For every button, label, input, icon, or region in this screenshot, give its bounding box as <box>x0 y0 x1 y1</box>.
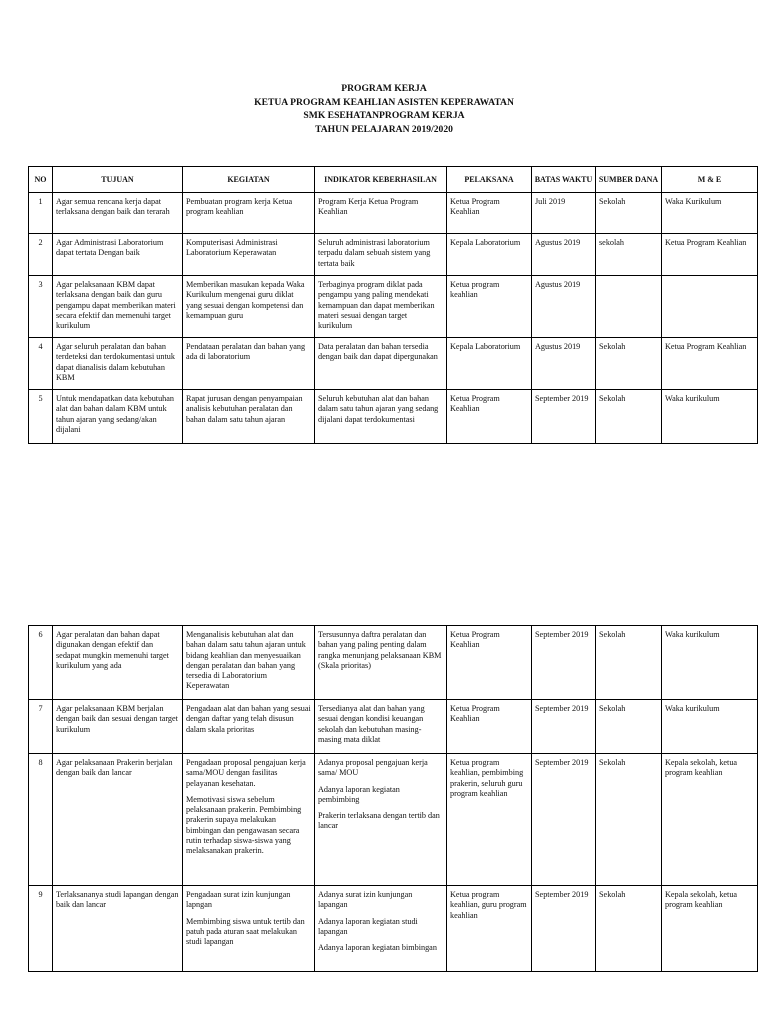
cell-me <box>662 276 758 338</box>
cell-batas-waktu: Agustus 2019 <box>532 276 596 338</box>
cell-kegiatan-paragraph: Komputerisasi Administrasi Laboratorium Keperawatan <box>186 238 278 258</box>
cell-kegiatan <box>183 754 315 886</box>
cell-indikator-paragraph: Adanya proposal pengajuan kerja sama/ MOU <box>318 758 428 778</box>
cell-batas-waktu: September 2019 <box>532 626 596 700</box>
cell-pelaksana: Kepala Laboratorium <box>447 338 532 390</box>
cell-batas-waktu: September 2019 <box>532 390 596 444</box>
table-row <box>29 276 758 338</box>
cell-pelaksana: Ketua Program Keahlian <box>447 700 532 754</box>
table-row <box>29 390 758 444</box>
cell-kegiatan <box>183 626 315 700</box>
cell-tujuan: Untuk mendapatkan data kebutuhan alat dan bahan dalam KBM untuk tahun ajaran yang sedang/akan dijalani <box>53 390 183 444</box>
cell-sumber-dana: Sekolah <box>596 754 662 886</box>
cell-indikator-paragraph: Terbaginya program diklat pada pengampu yang paling mendekati kemampuan dan dapat memberikan materi sesuai dengan target kurikulum <box>318 280 435 331</box>
cell-indikator-paragraph: Adanya laporan kegiatan studi lapangan <box>318 916 418 936</box>
cell-indikator-paragraph: Adanya laporan kegiatan pembimbing <box>318 784 400 804</box>
cell-sumber-dana: Sekolah <box>596 700 662 754</box>
cell-batas-waktu: Agustus 2019 <box>532 234 596 276</box>
cell-no: 5 <box>29 390 53 444</box>
cell-indikator-paragraph: Tersusunnya daftra peralatan dan bahan yang paling penting dalam rangka menunjang pelaksanaan KBM (Skala prioritas) <box>318 630 442 670</box>
cell-indikator-paragraph: Data peralatan dan bahan tersedia dengan baik dan dapat dipergunakan <box>318 342 438 362</box>
cell-pelaksana: Kepala Laboratorium <box>447 234 532 276</box>
table-row <box>29 626 758 700</box>
cell-kegiatan-paragraph: Pengadaan alat dan bahan yang sesuai dengan daftar yang telah disusun dalam skala prioritas <box>186 704 311 734</box>
col-header-tujuan: TUJUAN <box>53 167 183 193</box>
table-row <box>29 754 758 886</box>
cell-kegiatan-paragraph: Memberikan masukan kepada Waka Kurikulum mengenai guru diklat yang sesuai dengan kompetensi dan kemampuan guru <box>186 280 305 320</box>
cell-tujuan: Agar seluruh peralatan dan bahan terdeteksi dan terdokumentasi untuk dapat dianalisis dalam kebutuhan KBM <box>53 338 183 390</box>
cell-me: Waka Kurikulum <box>662 193 758 234</box>
cell-batas-waktu: Agustus 2019 <box>532 338 596 390</box>
cell-sumber-dana: Sekolah <box>596 390 662 444</box>
title-line-2: KETUA PROGRAM KEAHLIAN ASISTEN KEPERAWATAN <box>254 96 514 108</box>
cell-kegiatan-paragraph: Pendataan peralatan dan bahan yang ada di laboratorium <box>186 342 306 362</box>
cell-pelaksana: Ketua program keahlian, pembimbing prakerin, seluruh guru program keahlian <box>447 754 532 886</box>
cell-tujuan: Agar pelaksanaan KBM dapat terlaksana dengan baik dan guru pengampu dapat memberikan materi secara efektif dan memenuhi target kurikulum <box>53 276 183 338</box>
cell-indikator-paragraph: Adanya surat izin kunjungan lapangan <box>318 890 413 910</box>
cell-kegiatan <box>183 338 315 390</box>
col-header-indikator: INDIKATOR KEBERHASILAN <box>315 167 447 193</box>
cell-pelaksana: Ketua Program Keahlian <box>447 193 532 234</box>
cell-tujuan: Terlaksananya studi lapangan dengan baik dan lancar <box>53 886 183 972</box>
cell-kegiatan <box>183 390 315 444</box>
table-row <box>29 338 758 390</box>
cell-indikator-paragraph: Seluruh administrasi laboratorium terpadu dalam sebuah sistem yang tertata baik <box>318 238 431 268</box>
cell-me: Waka kurikulum <box>662 700 758 754</box>
cell-sumber-dana: Sekolah <box>596 338 662 390</box>
cell-kegiatan <box>183 193 315 234</box>
cell-me: Kepala sekolah, ketua program keahlian <box>662 754 758 886</box>
cell-kegiatan-paragraph: Rapat jurusan dengan penyampaian analisis kebutuhan peralatan dan bahan dalam satu tahun ajaran <box>186 394 303 424</box>
col-header-kegiatan: KEGIATAN <box>183 167 315 193</box>
col-header-pelaksana: PELAKSANA <box>447 167 532 193</box>
cell-tujuan: Agar semua rencana kerja dapat terlaksana dengan baik dan terarah <box>53 193 183 234</box>
cell-kegiatan <box>183 886 315 972</box>
cell-me: Waka kurikulum <box>662 626 758 700</box>
cell-no: 8 <box>29 754 53 886</box>
cell-sumber-dana: Sekolah <box>596 886 662 972</box>
cell-tujuan: Agar Administrasi Laboratorium dapat tertata Dengan baik <box>53 234 183 276</box>
cell-kegiatan-paragraph: Menganalisis kebutuhan alat dan bahan dalam satu tahun ajaran untuk bidang keahlian dan menyesuaikan dengan peralatan dan bahan yang tersedia di Laboratorium Keperawatan <box>186 630 306 691</box>
table-row <box>29 700 758 754</box>
cell-kegiatan-paragraph: Memotivasi siswa sebelum pelaksanaan prakerin. Pembimbing prakerin supaya melakukan bimbingan dan pengawasan secara rutin terhadap siswa-siswa yang melaksanakan prakerin. <box>186 794 302 856</box>
cell-indikator <box>315 338 447 390</box>
cell-indikator <box>315 193 447 234</box>
cell-no: 4 <box>29 338 53 390</box>
cell-indikator <box>315 276 447 338</box>
col-header-batas-waktu: BATAS WAKTU <box>532 167 596 193</box>
cell-batas-waktu: Juli 2019 <box>532 193 596 234</box>
cell-no: 7 <box>29 700 53 754</box>
cell-batas-waktu: September 2019 <box>532 886 596 972</box>
cell-indikator-paragraph: Adanya laporan kegiatan bimbingan <box>318 943 437 953</box>
cell-me: Ketua Program Keahlian <box>662 234 758 276</box>
document-title <box>0 82 768 136</box>
cell-sumber-dana: Sekolah <box>596 193 662 234</box>
cell-indikator-paragraph: Tersedianya alat dan bahan yang sesuai dengan kondisi keuangan sekolah dan kebutuhan masing-masing mata diklat <box>318 704 425 744</box>
cell-pelaksana: Ketua Program Keahlian <box>447 626 532 700</box>
cell-indikator <box>315 754 447 886</box>
cell-indikator-paragraph: Program Kerja Ketua Program Keahlian <box>318 197 419 217</box>
cell-no: 2 <box>29 234 53 276</box>
table-row <box>29 234 758 276</box>
cell-sumber-dana: Sekolah <box>596 626 662 700</box>
program-table-page-1 <box>28 166 758 444</box>
cell-indikator <box>315 886 447 972</box>
cell-kegiatan-paragraph: Pengadaan surat izin kunjungan lapngan <box>186 890 291 910</box>
cell-pelaksana: Ketua program keahlian <box>447 276 532 338</box>
cell-sumber-dana <box>596 276 662 338</box>
table-row <box>29 193 758 234</box>
cell-kegiatan-paragraph: Pengadaan proposal pengajuan kerja sama/MOU dengan fasilitas pelayanan kesehatan. <box>186 758 306 788</box>
table-row <box>29 886 758 972</box>
cell-tujuan: Agar pelaksanaan KBM berjalan dengan baik dan sesuai dengan target kurikulum <box>53 700 183 754</box>
cell-me: Kepala sekolah, ketua program keahlian <box>662 886 758 972</box>
cell-no: 1 <box>29 193 53 234</box>
cell-no: 6 <box>29 626 53 700</box>
cell-kegiatan-paragraph: Membimbing siswa untuk tertib dan patuh pada aturan saat melakukan studi lapangan <box>186 916 305 947</box>
cell-pelaksana: Ketua program keahlian, guru program keahlian <box>447 886 532 972</box>
table-header-row <box>29 167 758 193</box>
title-line-1: PROGRAM KERJA <box>341 83 427 94</box>
cell-pelaksana: Ketua Program Keahlian <box>447 390 532 444</box>
cell-kegiatan <box>183 234 315 276</box>
cell-batas-waktu: September 2019 <box>532 700 596 754</box>
cell-indikator <box>315 626 447 700</box>
cell-indikator <box>315 390 447 444</box>
cell-me: Ketua Program Keahlian <box>662 338 758 390</box>
cell-indikator-paragraph: Prakerin terlaksana dengan tertib dan lancar <box>318 811 440 831</box>
cell-indikator <box>315 700 447 754</box>
col-header-no: NO <box>29 167 53 193</box>
cell-indikator-paragraph: Seluruh kebutuhan alat dan bahan dalam satu tahun ajaran yang sedang dijalani dapat terdokumentasi <box>318 394 439 424</box>
cell-indikator <box>315 234 447 276</box>
cell-sumber-dana: sekolah <box>596 234 662 276</box>
cell-batas-waktu: September 2019 <box>532 754 596 886</box>
cell-no: 9 <box>29 886 53 972</box>
cell-kegiatan <box>183 700 315 754</box>
title-line-3: SMK ESEHATANPROGRAM KERJA <box>303 110 465 121</box>
cell-kegiatan <box>183 276 315 338</box>
cell-kegiatan-paragraph: Pembuatan program kerja Ketua program keahlian <box>186 197 293 217</box>
col-header-me: M & E <box>662 167 758 193</box>
program-table-page-2 <box>28 625 758 972</box>
title-line-4: TAHUN PELAJARAN 2019/2020 <box>315 123 453 135</box>
cell-no: 3 <box>29 276 53 338</box>
col-header-sumber-dana: SUMBER DANA <box>596 167 662 193</box>
cell-me: Waka kurikulum <box>662 390 758 444</box>
cell-tujuan: Agar peralatan dan bahan dapat digunakan dengan efektif dan sedapat mungkin memenuhi target kurikulum yang ada <box>53 626 183 700</box>
cell-tujuan: Agar pelaksanaan Prakerin berjalan dengan baik dan lancar <box>53 754 183 886</box>
